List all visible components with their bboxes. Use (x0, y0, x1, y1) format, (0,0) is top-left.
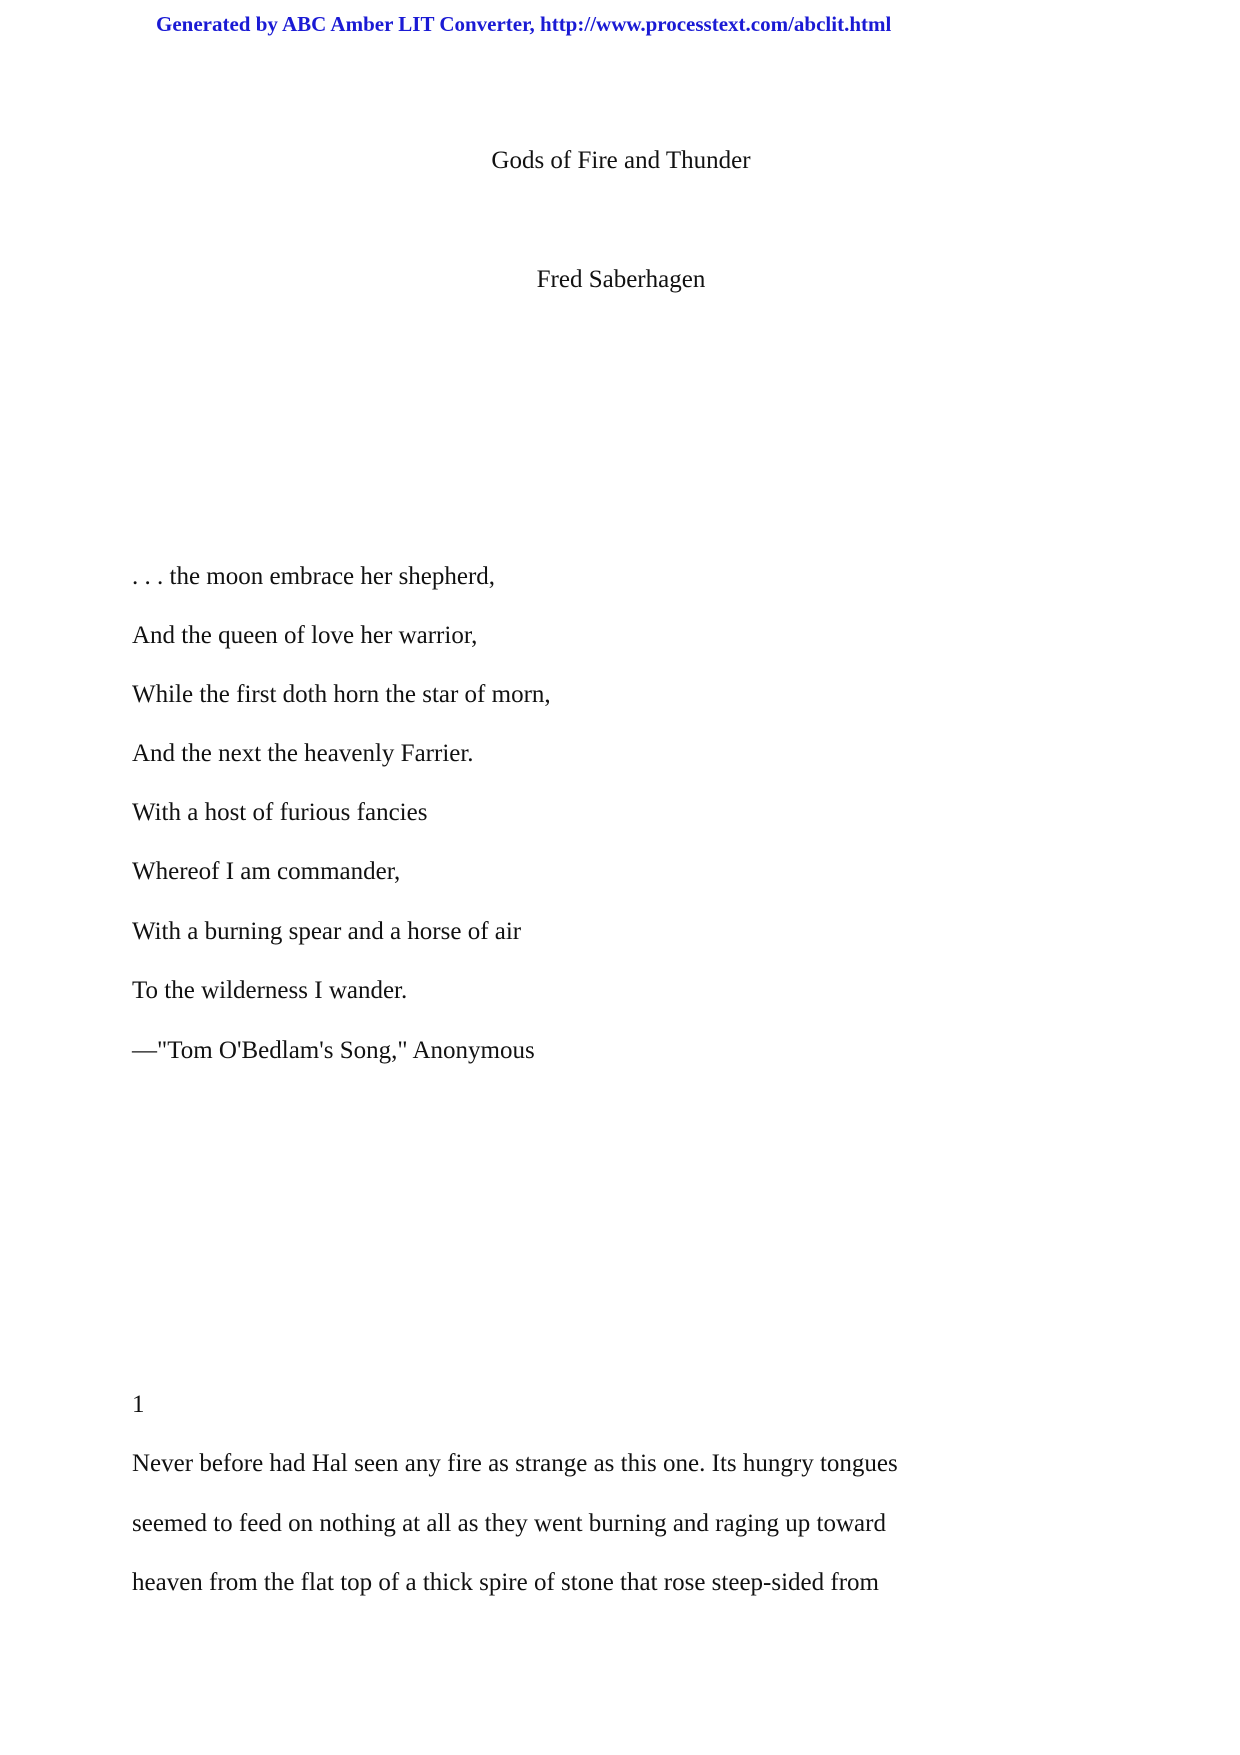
chapter-number: 1 (132, 1391, 145, 1418)
epigraph-line: And the queen of love her warrior, (132, 622, 478, 649)
epigraph-line: Whereof I am commander, (132, 858, 401, 885)
converter-banner-link[interactable]: Generated by ABC Amber LIT Converter, http://www.processtext.com/abclit.html (156, 12, 892, 36)
book-author: Fred Saberhagen (536, 266, 706, 293)
chapter-text-line: Never before had Hal seen any fire as strange as this one. Its hungry tongues (132, 1450, 898, 1477)
chapter-text-line: seemed to feed on nothing at all as they went burning and raging up toward (132, 1510, 886, 1537)
epigraph-line: With a burning spear and a horse of air (132, 918, 522, 945)
epigraph-line: And the next the heavenly Farrier. (132, 740, 474, 767)
epigraph-line: While the first doth horn the star of morn, (132, 681, 551, 708)
epigraph-attribution: —"Tom O'Bedlam's Song," Anonymous (132, 1037, 535, 1064)
book-title: Gods of Fire and Thunder (491, 147, 751, 174)
epigraph-line: . . . the moon embrace her shepherd, (132, 563, 496, 590)
epigraph-line: To the wilderness I wander. (132, 977, 408, 1004)
epigraph-line: With a host of furious fancies (132, 799, 428, 826)
chapter-text-line: heaven from the flat top of a thick spire of stone that rose steep-sided from (132, 1569, 879, 1596)
